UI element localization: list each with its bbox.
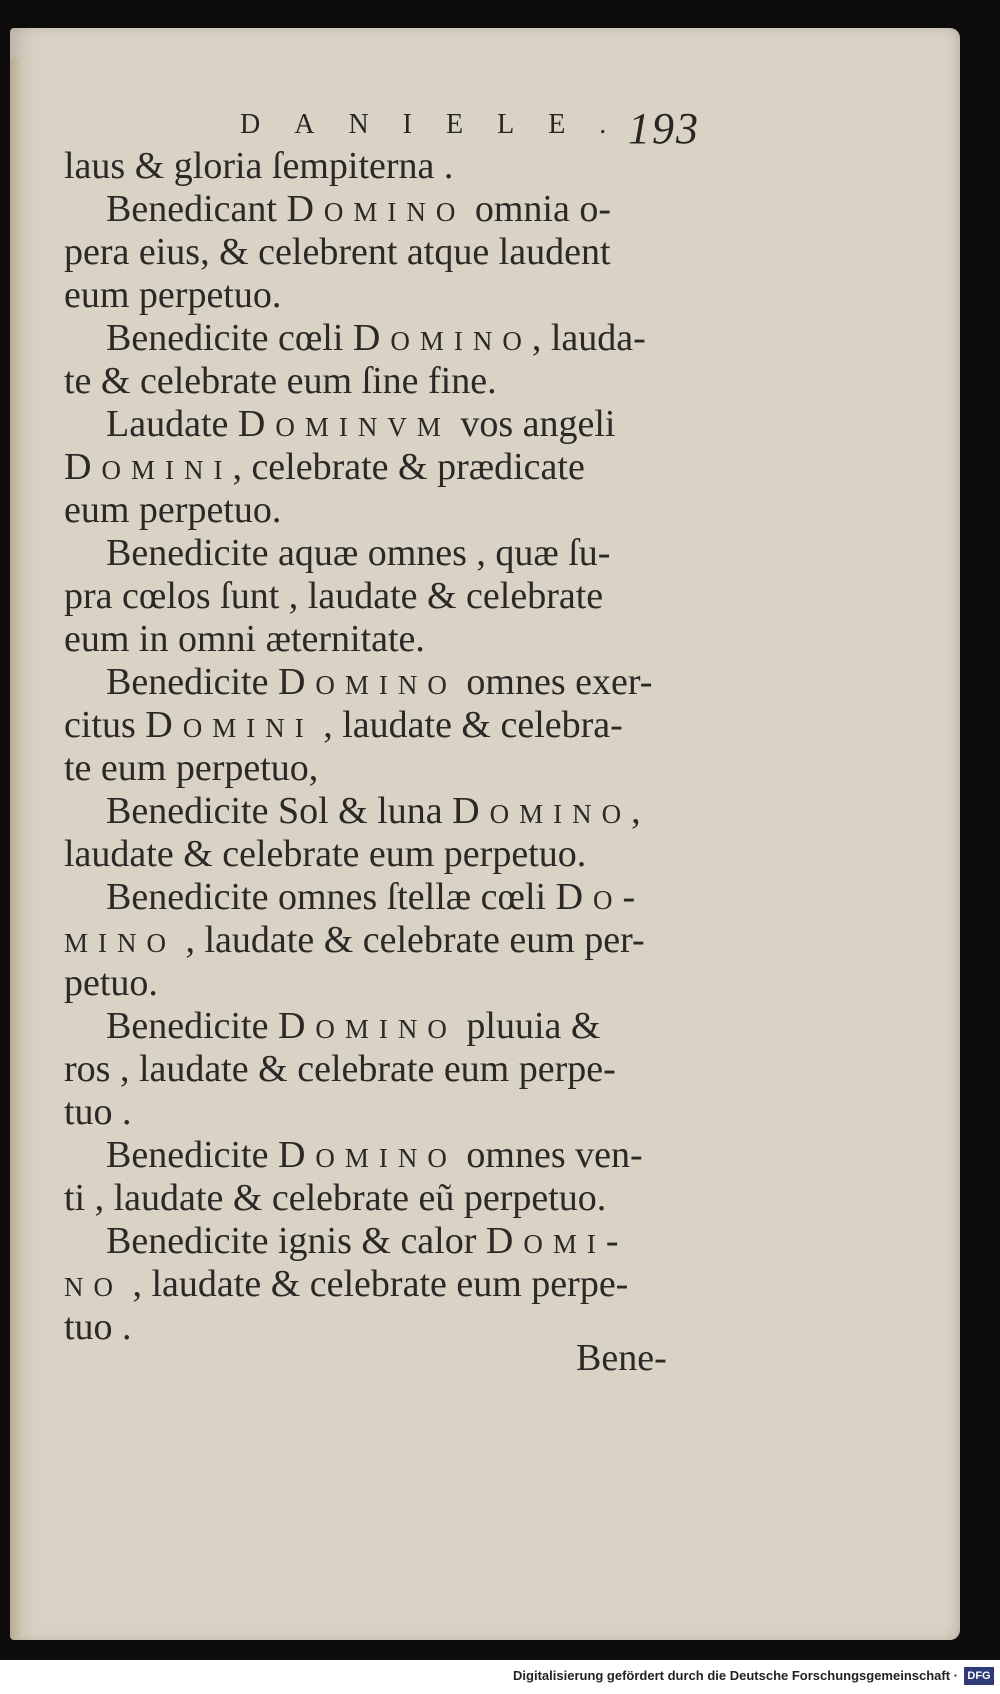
text-segment: , laudate & celebrate eum per- <box>176 919 645 961</box>
text-segment: omnes exer- <box>456 661 653 703</box>
text-line <box>64 961 158 1005</box>
text-line <box>64 746 318 790</box>
text-line <box>64 832 586 876</box>
text-segment: tuo . <box>64 1306 132 1348</box>
text-line <box>106 531 610 575</box>
text-segment: , laudate & celebrate eum perpe- <box>123 1263 629 1305</box>
text-segment: Benedicite ignis & calor <box>106 1220 486 1262</box>
text-segment: ti , laudate & celebrate eũ perpetuo. <box>64 1177 607 1219</box>
text-segment: Benedicite aquæ omnes , quæ ſu- <box>106 532 611 574</box>
text-line <box>64 1176 606 1220</box>
text-segment: pluuia & <box>456 1005 601 1047</box>
text-segment: vos angeli <box>450 403 616 445</box>
text-line <box>64 230 611 274</box>
text-line <box>106 1004 600 1048</box>
small-caps-word: Domini <box>64 446 233 488</box>
small-caps-word: no <box>64 1263 123 1305</box>
running-head-title: DANIELE. <box>240 109 641 140</box>
text-line <box>64 488 281 532</box>
text-line <box>106 1133 643 1177</box>
small-caps-word: mino <box>64 919 176 961</box>
text-line <box>64 617 425 661</box>
small-caps-word: Domino <box>277 1134 457 1176</box>
text-line <box>64 144 453 188</box>
text-line <box>64 918 645 962</box>
text-segment: pera eius, & celebrent atque laudent <box>64 231 611 273</box>
small-caps-word: Dominvm <box>237 403 451 445</box>
page-edge <box>10 58 24 1638</box>
text-line <box>64 703 623 747</box>
text-line <box>106 187 611 231</box>
text-segment: , celebrate & prædicate <box>232 446 585 488</box>
text-segment: omnes ven- <box>456 1134 643 1176</box>
text-segment: Benedicite <box>106 661 278 703</box>
small-caps-word: Domini <box>145 704 314 746</box>
text-segment: te eum perpetuo, <box>64 747 319 789</box>
text-segment: Benedicite Sol & luna <box>106 790 453 832</box>
text-segment: Benedicant <box>106 188 287 230</box>
text-line <box>106 402 615 446</box>
text-segment: eum perpetuo. <box>64 489 282 531</box>
text-segment: Benedicite cœli <box>106 317 353 359</box>
text-segment: pra cœlos ſunt , laudate & celebrate <box>64 575 604 617</box>
small-caps-word: Domino <box>352 317 532 359</box>
text-segment: omnia o- <box>465 188 612 230</box>
text-line <box>64 359 497 403</box>
text-line <box>64 273 281 317</box>
text-segment: , <box>631 790 641 832</box>
text-line <box>64 574 603 618</box>
text-segment: Benedicite <box>106 1005 278 1047</box>
text-segment: Benedicite <box>106 1134 278 1176</box>
small-caps-word: Domino <box>452 790 632 832</box>
digitization-footer <box>0 1660 1000 1694</box>
small-caps-word: Domino <box>277 1005 457 1047</box>
funding-credit: Digitalisierung gefördert durch die Deutsche Forschungsgemeinschaft · <box>513 1668 958 1683</box>
text-line <box>64 1090 132 1134</box>
text-segment: petuo. <box>64 962 158 1004</box>
text-segment: laus & gloria ſempiterna . <box>64 145 454 187</box>
text-segment: te & celebrate eum ſine fine. <box>64 360 497 402</box>
text-line <box>64 445 585 489</box>
text-line <box>64 1262 628 1306</box>
text-segment: citus <box>64 704 146 746</box>
small-caps-word: Domi- <box>485 1220 629 1262</box>
page-number: 193 <box>628 104 700 153</box>
catchword: Bene- <box>576 1337 667 1379</box>
text-segment: Laudate <box>106 403 238 445</box>
text-segment: , lauda- <box>531 317 646 359</box>
text-segment: Benedicite omnes ſtellæ cœli <box>106 876 556 918</box>
text-line <box>106 316 646 360</box>
text-line <box>106 875 645 919</box>
text-line <box>106 789 641 833</box>
text-segment: , laudate & celebra- <box>313 704 623 746</box>
text-line <box>64 1305 132 1349</box>
small-caps-word: Domino <box>286 188 466 230</box>
small-caps-word: Do- <box>555 876 646 918</box>
text-segment: eum perpetuo. <box>64 274 282 316</box>
text-segment: tuo . <box>64 1091 132 1133</box>
text-line <box>106 660 652 704</box>
dfg-logo: DFG <box>964 1667 994 1685</box>
text-line <box>64 1047 616 1091</box>
text-segment: eum in omni æternitate. <box>64 618 425 660</box>
text-segment: ros , laudate & celebrate eum perpe- <box>64 1048 616 1090</box>
small-caps-word: Domino <box>277 661 457 703</box>
text-line <box>106 1219 628 1263</box>
text-segment: laudate & celebrate eum perpetuo. <box>64 833 587 875</box>
book-page <box>10 28 960 1640</box>
